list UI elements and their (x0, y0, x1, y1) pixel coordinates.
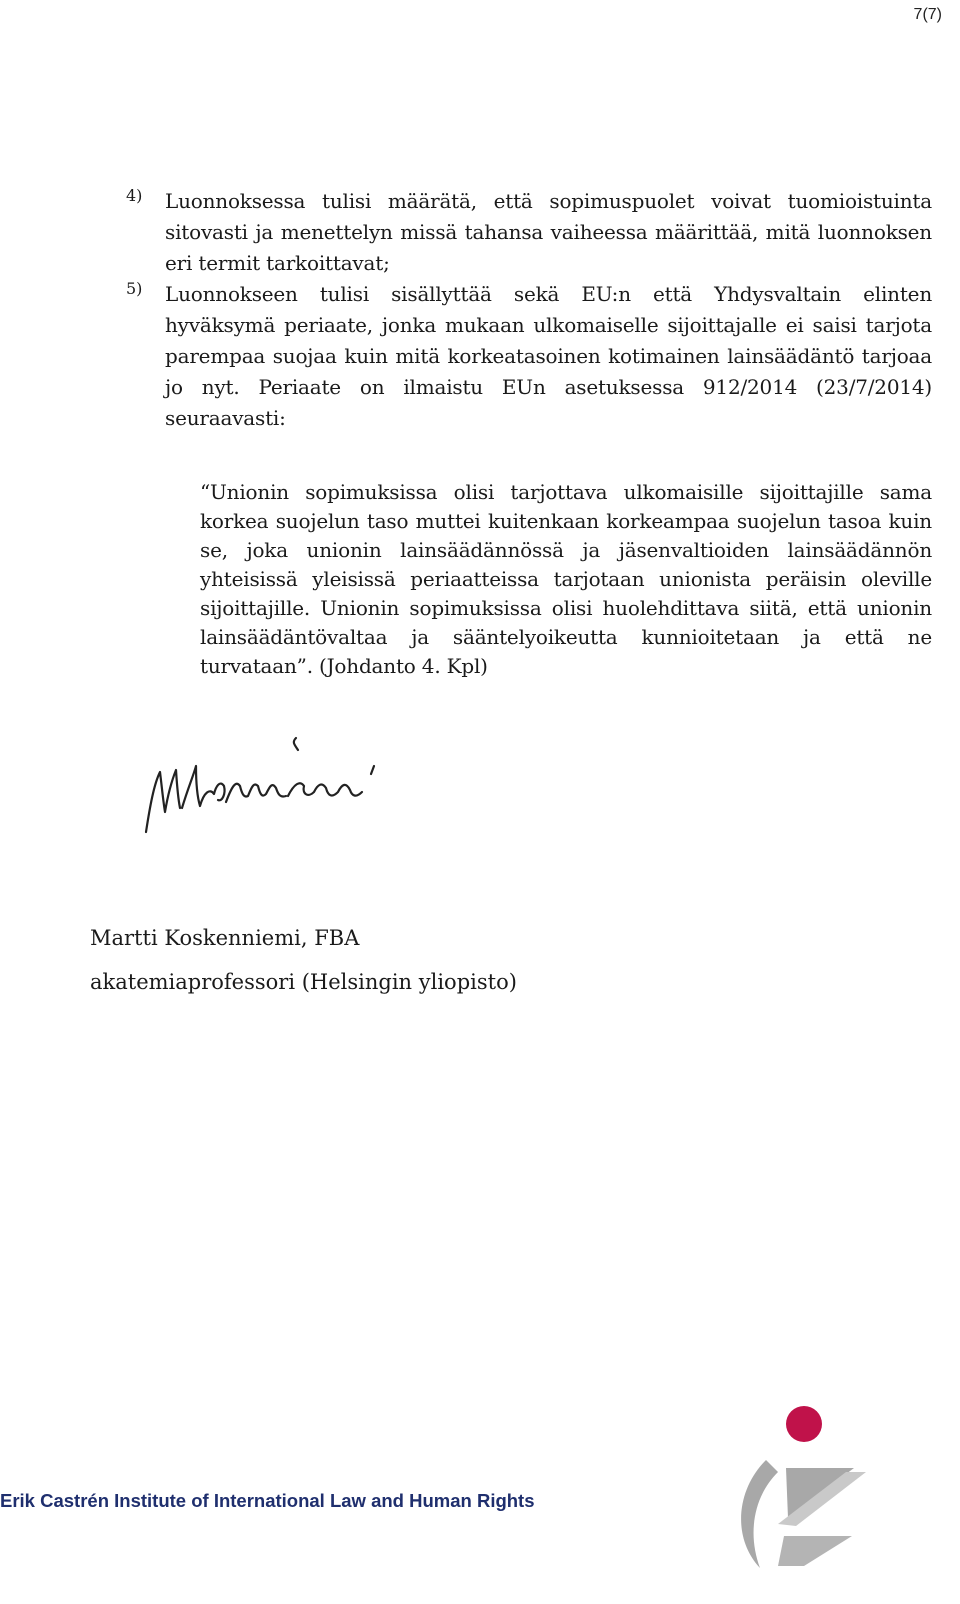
block-quote: “Unionin sopimuksissa olisi tarjottava ulkomaisille sijoittajille sama korkea suojelun taso muttei kuitenkaan korkeampaa suojelun tasoa kuin se, joka unionin lainsäädännössä ja jäsenvaltioiden lainsäädännön yhteisissä yleisissä periaatteissa tarjotaan unionista peräisin oleville sijoittajille. Unionin sopimuksissa olisi huolehdittava siitä, että unionin lainsäädäntövaltaa ja sääntelyoikeutta kunnioitetaan ja että ne turvataan”. (Johdanto 4. Kpl) (200, 480, 932, 678)
signer-block (90, 916, 517, 1004)
institute-name: Erik Castrén Institute of International Law and Human Rights (0, 1490, 535, 1511)
signer-title: akatemiaprofessori (Helsingin yliopisto) (90, 970, 517, 994)
numbered-list (126, 186, 932, 434)
list-item-text: Luonnokseen tulisi sisällyttää sekä EU:n että Yhdysvaltain elinten hyväksymä periaate, jonka mukaan ulkomaiselle sijoittajalle ei saisi tarjota parempaa suojaa kuin mitä korkeatasoinen kotimainen lainsäädäntö tarjoaa jo nyt. Periaate on ilmaistu EUn asetuksessa 912/2014 (23/7/2014) seuraavasti: (165, 282, 932, 430)
list-item-text: Luonnoksessa tulisi määrätä, että sopimuspuolet voivat tuomioistuinta sitovasti ja menettelyn missä tahansa vaiheessa määrittää, mitä luonnoksen eri termit tarkoittavat; (165, 189, 932, 275)
list-item-number: 5) (126, 279, 143, 298)
list-item-number: 4) (126, 186, 143, 205)
institute-logo (726, 1398, 896, 1578)
page-number: 7(7) (913, 6, 942, 23)
signer-name: Martti Koskenniemi, FBA (90, 926, 360, 950)
list-item (126, 186, 932, 279)
handwritten-signature (138, 736, 388, 846)
list-item (126, 279, 932, 434)
